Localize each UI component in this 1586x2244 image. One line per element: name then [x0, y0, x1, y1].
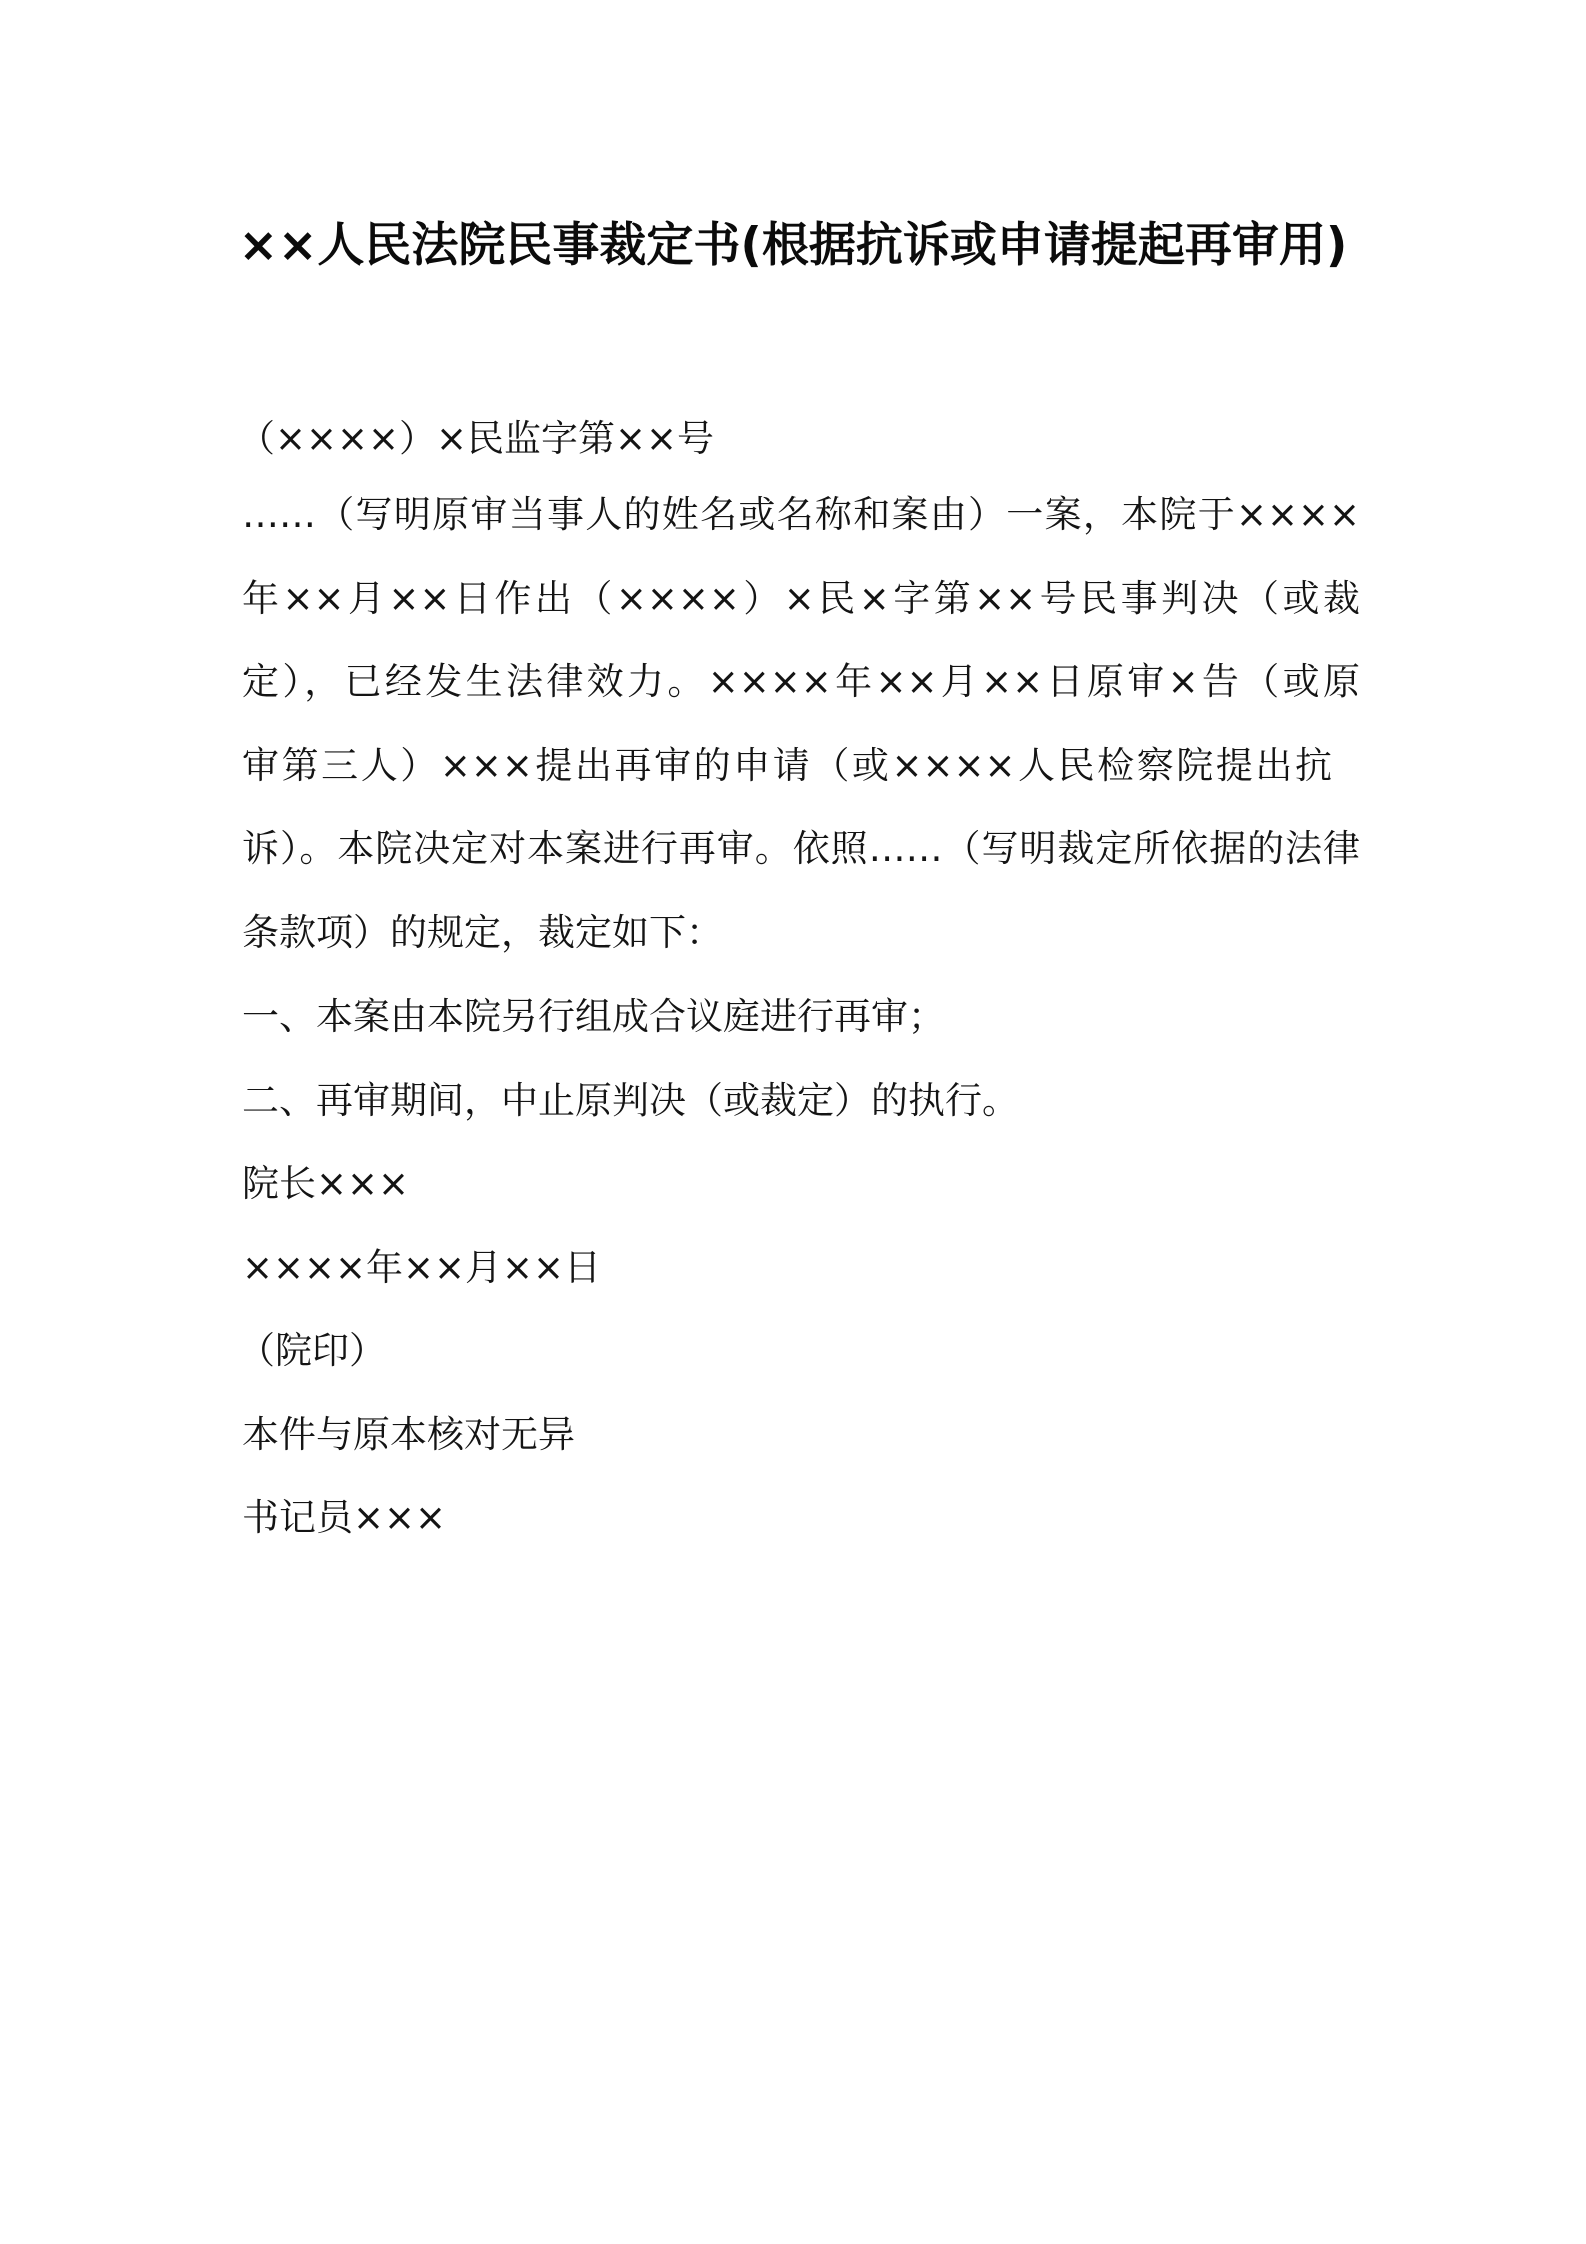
ruling-item-2: 二、再审期间，中止原判决（或裁定）的执行。 — [242, 1079, 1019, 1122]
body-line: ……（写明原审当事人的姓名或名称和案由）一案，本院于×××× — [242, 493, 1360, 536]
verification-note: 本件与原本核对无异 — [242, 1413, 575, 1456]
body-line: 定），已经发生法律效力。××××年××月××日原审×告（或原 — [242, 660, 1360, 703]
case-number: （××××）×民监字第××号 — [238, 417, 715, 460]
clerk-signature: 书记员××× — [242, 1496, 447, 1539]
body-line: 条款项）的规定，裁定如下： — [242, 910, 723, 954]
ruling-item-1: 一、本案由本院另行组成合议庭进行再审； — [242, 995, 945, 1038]
document-title: ××人民法院民事裁定书(根据抗诉或申请提起再审用) — [238, 218, 1348, 273]
body-line: 审第三人）×××提出再审的申请（或××××人民检察院提出抗 — [242, 743, 1332, 787]
president-signature: 院长××× — [242, 1162, 410, 1205]
body-paragraph — [242, 491, 1362, 992]
body-line: 年××月××日作出（××××）×民×字第××号民事判决（或裁 — [242, 576, 1360, 620]
body-line: 诉）。本院决定对本案进行再审。依照……（写明裁定所依据的法律 — [242, 827, 1360, 870]
court-seal: （院印） — [238, 1329, 386, 1372]
ruling-date: ××××年××月××日 — [242, 1246, 602, 1289]
